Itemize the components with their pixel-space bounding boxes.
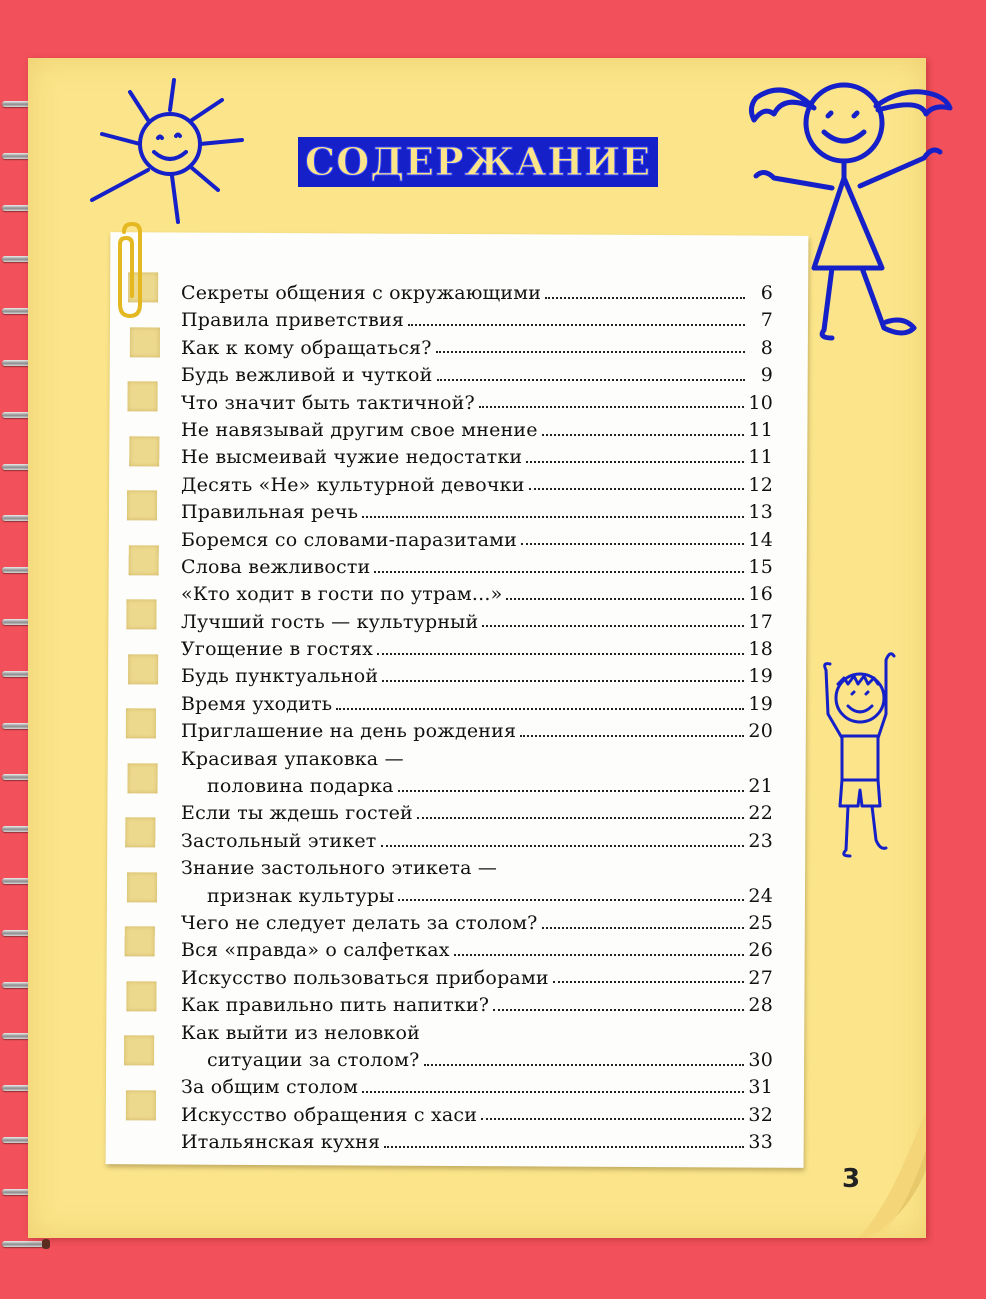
toc-page-number: 32 xyxy=(748,1103,773,1126)
toc-title: Будь вежливой и чуткой xyxy=(181,364,433,387)
toc-row[interactable] xyxy=(181,718,773,745)
toc-title: Не высмеивай чужие недостатки xyxy=(181,446,523,469)
sun-doodle-icon xyxy=(82,72,262,232)
toc-page-number: 20 xyxy=(748,720,773,743)
toc-title: Боремся со словами-паразитами xyxy=(181,528,517,551)
toc-page-number: 11 xyxy=(748,446,773,469)
paper-square xyxy=(128,381,158,411)
toc-title: «Кто ходит в гости по утрам...» xyxy=(181,583,503,606)
paperclip-icon xyxy=(110,222,152,322)
toc-row[interactable] xyxy=(181,554,773,581)
toc-page-number: 7 xyxy=(760,309,773,332)
toc-page-number: 19 xyxy=(748,692,773,715)
toc-page-number: 18 xyxy=(748,638,773,661)
toc-row[interactable] xyxy=(181,499,773,526)
toc-page-number: 13 xyxy=(748,501,773,524)
toc-row[interactable] xyxy=(181,417,773,444)
paper-square xyxy=(129,436,159,466)
paper-square xyxy=(125,926,155,956)
boy-doodle-icon xyxy=(820,640,900,860)
paper-square xyxy=(130,327,160,357)
toc-row[interactable] xyxy=(181,773,773,800)
toc-row[interactable] xyxy=(181,280,773,307)
toc-row[interactable] xyxy=(181,937,773,964)
toc-leader-dots xyxy=(408,324,745,326)
toc-title: Слова вежливости xyxy=(181,555,371,578)
toc-title: Знание застольного этикета — xyxy=(181,857,498,880)
toc-row[interactable] xyxy=(181,335,773,362)
toc-page-number: 24 xyxy=(748,884,773,907)
toc-title: Если ты ждешь гостей xyxy=(181,802,413,825)
table-of-contents xyxy=(181,280,773,1157)
toc-page-number: 10 xyxy=(748,391,773,414)
toc-title: Чего не следует делать за столом? xyxy=(181,911,538,934)
toc-row[interactable] xyxy=(181,307,773,334)
toc-page-number: 31 xyxy=(748,1076,773,1099)
toc-row[interactable] xyxy=(181,992,773,1019)
toc-title: Что значит быть тактичной? xyxy=(181,391,475,414)
toc-page-number: 27 xyxy=(748,966,773,989)
page-number: 3 xyxy=(842,1164,861,1194)
toc-row[interactable] xyxy=(181,691,773,718)
paper-square xyxy=(127,872,157,902)
toc-leader-dots xyxy=(336,708,744,710)
toc-page-number: 25 xyxy=(748,911,773,934)
toc-page-number: 30 xyxy=(748,1048,773,1071)
toc-leader-dots xyxy=(545,297,745,299)
toc-row[interactable] xyxy=(181,800,773,827)
paper-square xyxy=(125,817,155,847)
toc-row[interactable] xyxy=(181,527,773,554)
toc-page-number: 6 xyxy=(760,282,773,304)
toc-leader-dots xyxy=(424,1064,745,1066)
toc-leader-dots xyxy=(374,571,744,573)
toc-row[interactable] xyxy=(181,390,773,417)
toc-row[interactable] xyxy=(181,1047,773,1074)
page-curl xyxy=(818,1110,926,1238)
toc-leader-dots xyxy=(521,543,744,545)
toc-leader-dots xyxy=(481,1118,744,1120)
toc-leader-dots xyxy=(437,379,745,381)
toc-leader-dots xyxy=(398,790,745,792)
toc-title: Искусство пользоваться приборами xyxy=(181,966,549,989)
toc-row[interactable] xyxy=(181,1020,773,1047)
toc-title: Итальянская кухня xyxy=(181,1131,381,1154)
toc-title: Как выйти из неловкой xyxy=(181,1021,421,1044)
toc-page-number: 8 xyxy=(760,336,773,359)
paper-square xyxy=(126,599,156,629)
toc-title: Приглашение на день рождения xyxy=(181,720,517,743)
toc-page-number: 21 xyxy=(748,775,773,798)
paper-square xyxy=(124,1035,154,1065)
toc-leader-dots xyxy=(384,1146,744,1148)
toc-leader-dots xyxy=(377,653,744,655)
toc-leader-dots xyxy=(479,406,745,408)
paper-square xyxy=(128,654,158,684)
toc-leader-dots xyxy=(506,598,744,600)
toc-title: Красивая упаковка — xyxy=(181,747,404,770)
toc-title: Секреты общения с окружающими xyxy=(181,282,542,304)
toc-leader-dots xyxy=(398,899,744,901)
paper-square xyxy=(126,981,156,1011)
toc-row[interactable] xyxy=(181,581,773,608)
paper-square xyxy=(126,1090,156,1120)
toc-title: Вся «правда» о салфетках xyxy=(181,939,450,962)
page-title: СОДЕРЖАНИЕ xyxy=(298,137,658,187)
toc-page-number: 11 xyxy=(748,418,773,441)
toc-leader-dots xyxy=(542,927,745,929)
spiral-ring xyxy=(2,1238,52,1250)
toc-row[interactable] xyxy=(181,746,773,773)
toc-row[interactable] xyxy=(181,663,773,690)
toc-row[interactable] xyxy=(181,910,773,937)
toc-title: За общим столом xyxy=(181,1076,359,1099)
paper-square xyxy=(127,490,157,520)
toc-page-number: 23 xyxy=(748,829,773,852)
toc-leader-dots xyxy=(362,1091,744,1093)
toc-leader-dots xyxy=(382,680,744,682)
toc-leader-dots xyxy=(362,516,744,518)
toc-page-number: 28 xyxy=(748,994,773,1017)
toc-row[interactable] xyxy=(181,883,773,910)
toc-row[interactable] xyxy=(181,1074,773,1101)
toc-title: ситуации за столом? xyxy=(207,1048,420,1071)
toc-title: Лучший гость — культурный xyxy=(181,610,479,633)
toc-page-number: 9 xyxy=(760,364,773,387)
toc-title: Десять «Не» культурной девочки xyxy=(181,473,525,496)
toc-title: Застольный этикет xyxy=(181,829,377,852)
toc-page-number: 33 xyxy=(748,1131,773,1154)
toc-title: Правильная речь xyxy=(181,501,359,524)
toc-row[interactable] xyxy=(181,965,773,992)
toc-leader-dots xyxy=(381,845,745,847)
toc-title: Как правильно пить напитки? xyxy=(181,994,490,1017)
toc-title: Правила приветствия xyxy=(181,309,405,332)
toc-title: Искусство обращения с хаси xyxy=(181,1103,478,1126)
toc-row[interactable] xyxy=(181,1129,773,1156)
toc-page-number: 26 xyxy=(748,939,773,962)
toc-leader-dots xyxy=(417,817,745,819)
toc-leader-dots xyxy=(436,351,745,353)
toc-title: признак культуры xyxy=(207,884,395,907)
toc-row[interactable] xyxy=(181,1102,773,1129)
toc-title: Время уходить xyxy=(181,692,333,715)
toc-title: Как к кому обращаться? xyxy=(181,336,432,359)
toc-page-number: 15 xyxy=(748,555,773,578)
toc-leader-dots xyxy=(529,488,745,490)
toc-page-number: 22 xyxy=(748,802,773,825)
paper-square xyxy=(128,763,158,793)
paper-square xyxy=(129,545,159,575)
toc-leader-dots xyxy=(526,461,744,463)
toc-row[interactable] xyxy=(181,472,773,499)
toc-leader-dots xyxy=(454,954,745,956)
toc-row[interactable] xyxy=(181,444,773,471)
toc-leader-dots xyxy=(482,625,744,627)
toc-page-number: 12 xyxy=(748,473,773,496)
toc-page-number: 17 xyxy=(748,610,773,633)
toc-row[interactable] xyxy=(181,828,773,855)
toc-leader-dots xyxy=(493,1009,744,1011)
toc-title: Будь пунктуальной xyxy=(181,665,379,688)
toc-page-number: 14 xyxy=(748,528,773,551)
toc-leader-dots xyxy=(520,735,744,737)
toc-row[interactable] xyxy=(181,855,773,882)
toc-page-number: 16 xyxy=(748,583,773,606)
toc-title: Не навязывай другим свое мнение xyxy=(181,418,538,441)
toc-row[interactable] xyxy=(181,636,773,663)
paper-square xyxy=(126,708,156,738)
toc-title: половина подарка xyxy=(207,775,394,798)
toc-row[interactable] xyxy=(181,609,773,636)
toc-title: Угощение в гостях xyxy=(181,638,374,661)
toc-page-number: 19 xyxy=(748,665,773,688)
toc-leader-dots xyxy=(542,434,745,436)
toc-leader-dots xyxy=(553,981,745,983)
toc-row[interactable] xyxy=(181,362,773,389)
